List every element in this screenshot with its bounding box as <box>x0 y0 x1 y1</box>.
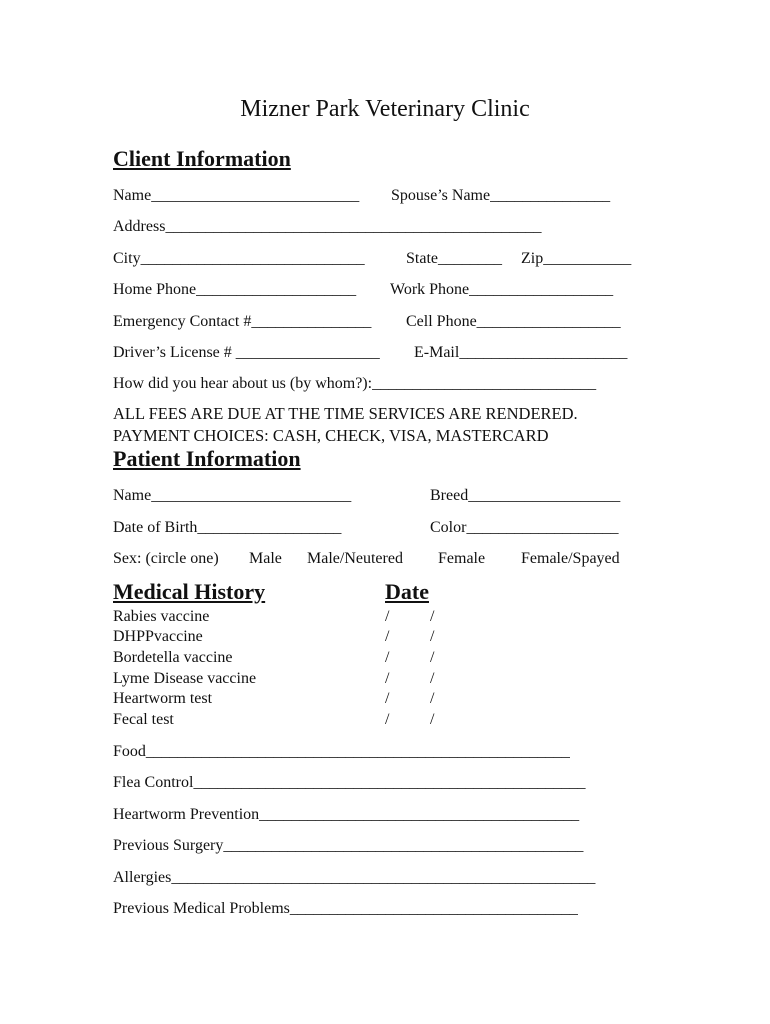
sex-option-male-neutered: Male/Neutered <box>307 550 403 567</box>
sex-option-female: Female <box>438 550 486 567</box>
city-field: City____________________________ <box>113 250 365 267</box>
date-slash: / <box>385 690 390 707</box>
patient-name-field: Name_________________________ <box>113 487 352 504</box>
allergies-field: Allergies_____________________________________________________ <box>113 869 596 886</box>
home-phone-field: Home Phone____________________ <box>113 281 357 298</box>
food-field: Food_____________________________________________________ <box>113 743 570 760</box>
sex-label: Sex: (circle one) <box>113 550 219 567</box>
medical-item-rabies: Rabies vaccine <box>113 608 210 625</box>
date-slash: / <box>385 628 390 645</box>
state-field: State________ <box>406 250 502 267</box>
date-slash: / <box>430 628 435 645</box>
date-slash: / <box>385 711 390 728</box>
payment-choices-notice: PAYMENT CHOICES: CASH, CHECK, VISA, MASTERCARD <box>113 426 549 445</box>
color-field: Color___________________ <box>430 519 619 536</box>
patient-information-heading: Patient Information <box>113 446 301 471</box>
date-slash: / <box>430 670 435 687</box>
zip-field: Zip___________ <box>521 250 632 267</box>
client-name-field: Name__________________________ <box>113 187 360 204</box>
date-of-birth-field: Date of Birth__________________ <box>113 519 342 536</box>
referral-field: How did you hear about us (by whom?):____________________________ <box>113 375 597 392</box>
cell-phone-field: Cell Phone__________________ <box>406 313 621 330</box>
flea-control-field: Flea Control_________________________________________________ <box>113 774 586 791</box>
medical-item-fecal-test: Fecal test <box>113 711 174 728</box>
emergency-contact-field: Emergency Contact #_______________ <box>113 313 372 330</box>
date-slash: / <box>430 649 435 666</box>
date-slash: / <box>385 608 390 625</box>
previous-surgery-field: Previous Surgery_____________________________________________ <box>113 837 584 854</box>
date-slash: / <box>430 711 435 728</box>
medical-item-heartworm-test: Heartworm test <box>113 690 213 707</box>
heartworm-prevention-field: Heartworm Prevention________________________________________ <box>113 806 580 823</box>
medical-item-lyme: Lyme Disease vaccine <box>113 670 257 687</box>
date-slash: / <box>430 690 435 707</box>
sex-option-male: Male <box>249 550 282 567</box>
sex-option-female-spayed: Female/Spayed <box>521 550 620 567</box>
date-slash: / <box>430 608 435 625</box>
spouse-name-field: Spouse’s Name_______________ <box>391 187 611 204</box>
previous-medical-problems-field: Previous Medical Problems____________________________________ <box>113 900 578 917</box>
medical-history-heading: Medical History <box>113 579 266 604</box>
page-title: Mizner Park Veterinary Clinic <box>240 96 530 122</box>
client-information-heading: Client Information <box>113 146 291 171</box>
fees-notice: ALL FEES ARE DUE AT THE TIME SERVICES ARE RENDERED. <box>113 404 578 423</box>
breed-field: Breed___________________ <box>430 487 621 504</box>
date-slash: / <box>385 670 390 687</box>
date-slash: / <box>385 649 390 666</box>
date-heading: Date <box>385 579 429 604</box>
medical-item-dhpp: DHPPvaccine <box>113 628 203 645</box>
email-field: E-Mail_____________________ <box>414 344 628 361</box>
medical-item-bordetella: Bordetella vaccine <box>113 649 233 666</box>
work-phone-field: Work Phone__________________ <box>390 281 614 298</box>
address-field: Address_______________________________________________ <box>113 218 542 235</box>
drivers-license-field: Driver’s License # __________________ <box>113 344 380 361</box>
